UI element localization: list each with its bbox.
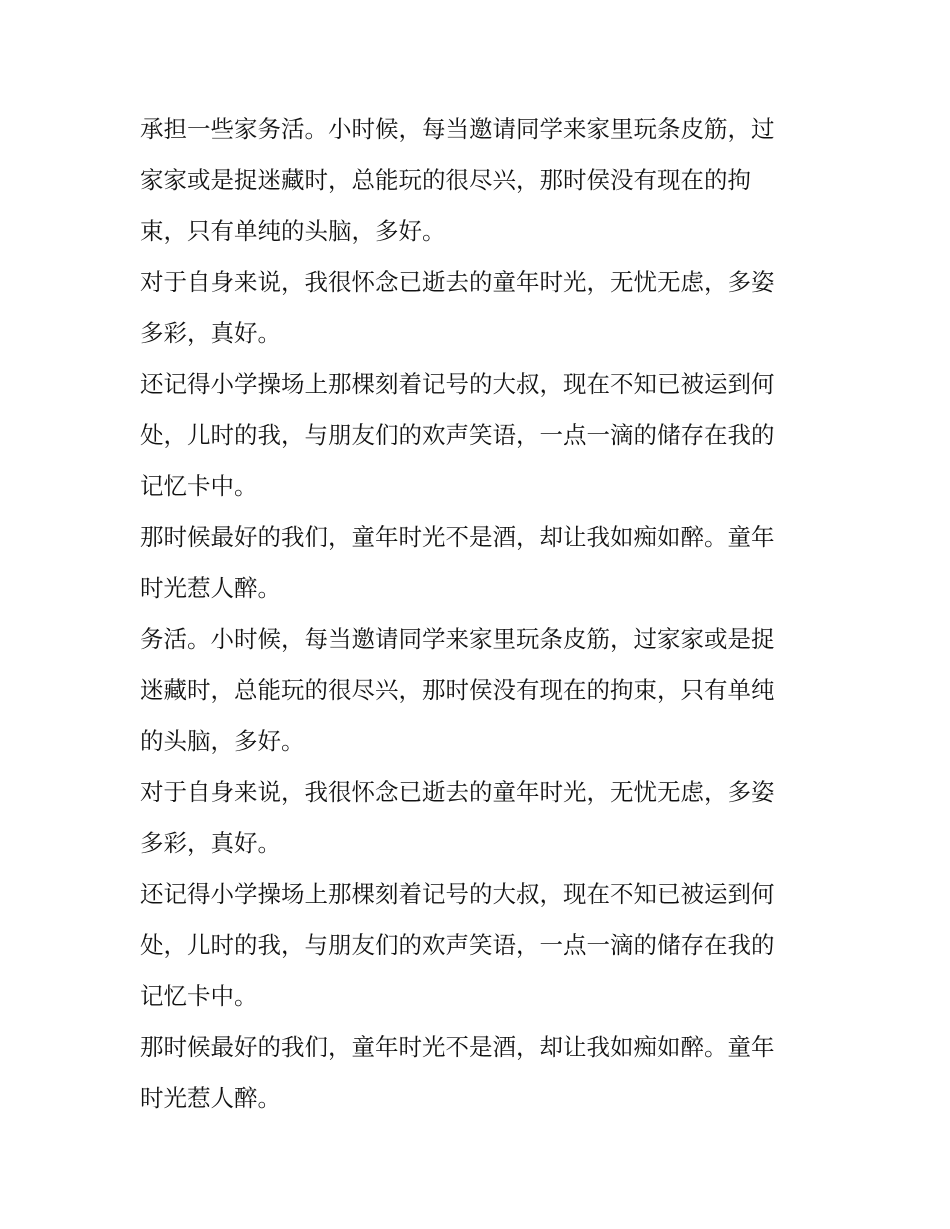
document-body (140, 104, 820, 1124)
text-line: 处，儿时的我，与朋友们的欢声笑语，一点一滴的储存在我的 (140, 421, 775, 449)
text-line: 记忆卡中。 (140, 472, 258, 500)
text-line: 处，儿时的我，与朋友们的欢声笑语，一点一滴的储存在我的 (140, 931, 775, 959)
text-line: 迷藏时，总能玩的很尽兴，那时侯没有现在的拘束，只有单纯 (140, 676, 775, 704)
text-line: 那时候最好的我们，童年时光不是酒，却让我如痴如醉。童年 (140, 1033, 775, 1061)
text-line: 束，只有单纯的头脑，多好。 (140, 217, 446, 245)
text-line: 对于自身来说，我很怀念已逝去的童年时光，无忧无虑，多姿 (140, 778, 775, 806)
text-line: 家家或是捉迷藏时，总能玩的很尽兴，那时侯没有现在的拘 (140, 166, 751, 194)
text-line: 时光惹人醉。 (140, 1084, 281, 1112)
text-line: 多彩，真好。 (140, 829, 281, 857)
text-line: 多彩，真好。 (140, 319, 281, 347)
text-line: 还记得小学操场上那棵刻着记号的大叔，现在不知已被运到何 (140, 880, 775, 908)
text-line: 记忆卡中。 (140, 982, 258, 1010)
text-line: 务活。小时候，每当邀请同学来家里玩条皮筋，过家家或是捉 (140, 625, 775, 653)
text-line: 的头脑，多好。 (140, 727, 305, 755)
text-line: 承担一些家务活。小时候，每当邀请同学来家里玩条皮筋，过 (140, 115, 775, 143)
text-line: 对于自身来说，我很怀念已逝去的童年时光，无忧无虑，多姿 (140, 268, 775, 296)
text-line: 时光惹人醉。 (140, 574, 281, 602)
text-line: 那时候最好的我们，童年时光不是酒，却让我如痴如醉。童年 (140, 523, 775, 551)
text-line: 还记得小学操场上那棵刻着记号的大叔，现在不知已被运到何 (140, 370, 775, 398)
